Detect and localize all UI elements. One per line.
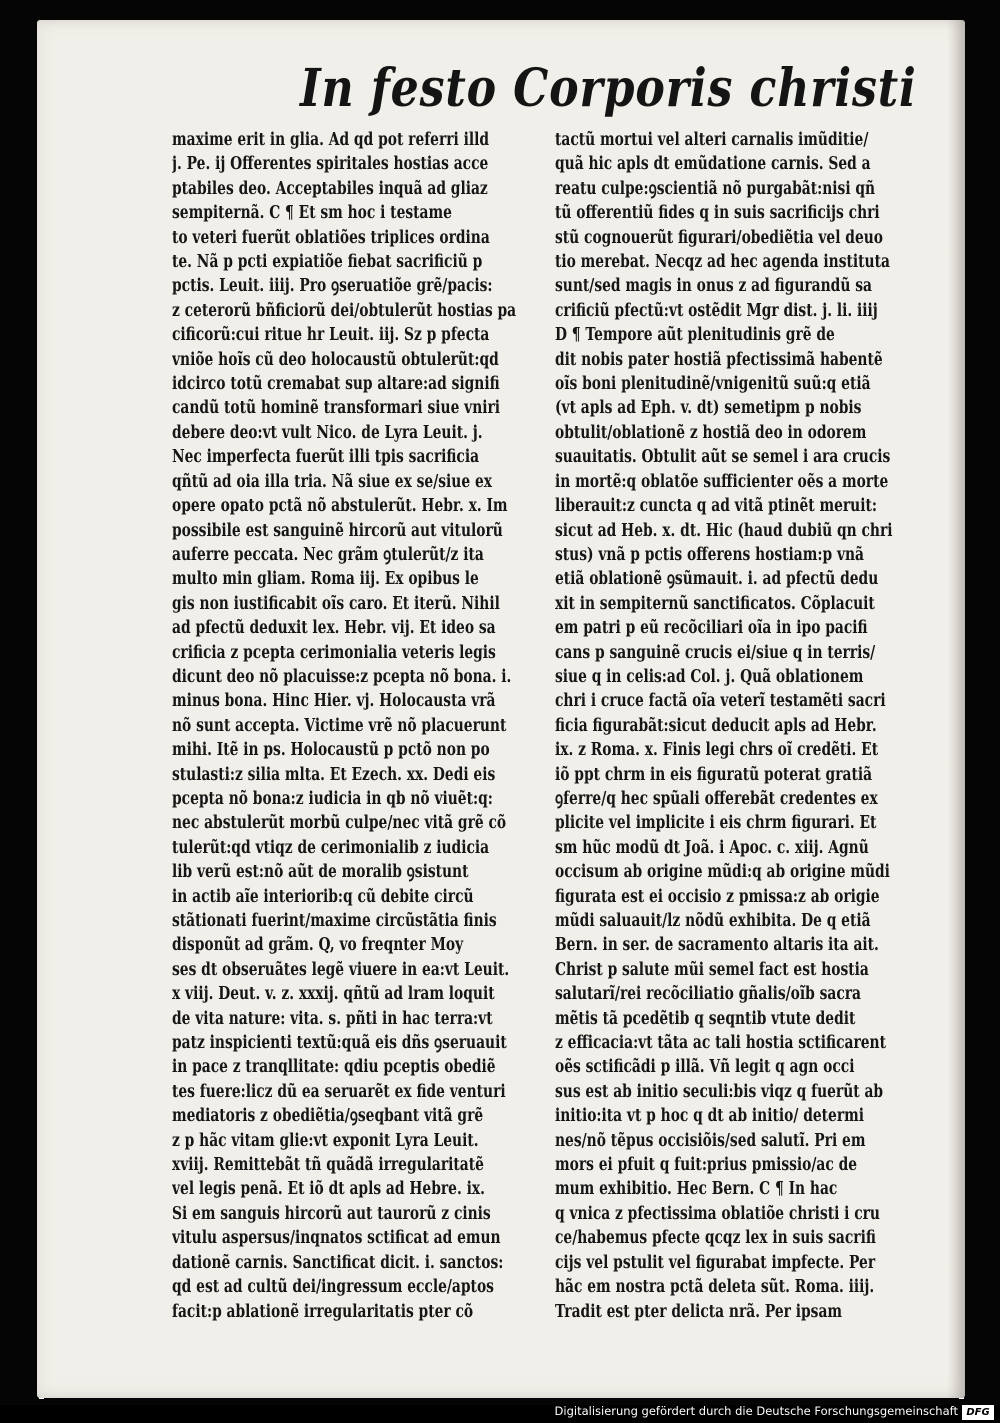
- text-line: cijs vel pstulit vel figurabat impfecte. Per: [555, 1252, 876, 1273]
- text-line: initio:ita vt p hoc q dt ab initio/ determi: [555, 1106, 865, 1127]
- text-line: facit:p ablationẽ irregularitatis pter cõ: [172, 1301, 474, 1322]
- text-line: tulerũt:qd vtiqz de cerimonialib z iudicia: [172, 837, 490, 858]
- text-line: plicite vel implicite i eis chrm figurari. Et: [555, 813, 877, 834]
- text-line: siue q in celis:ad Col. j. Quã oblationem: [555, 666, 864, 687]
- text-line: cans p sanguinẽ crucis ei/siue q in terris/: [555, 642, 876, 663]
- text-line: Tradit est pter delicta nrã. Per ipsam: [555, 1301, 843, 1322]
- text-line: in mortẽ:q oblatõe sufficienter oẽs a morte: [555, 471, 889, 492]
- text-line: mẽtis tã pcedẽtib q seqntib vtute dedit: [555, 1008, 856, 1029]
- text-line: occisum ab origine mũdi:q ab origine mũdi: [555, 862, 890, 883]
- text-column-right: [555, 128, 930, 1324]
- text-line: in actib aĩe interiorib:q cũ debite circũ: [172, 886, 474, 907]
- text-line: sicut ad Heb. x. dt. Hic (haud dubiũ qn chri: [555, 520, 893, 541]
- text-line: x viij. Deut. v. z. xxxij. qñtũ ad lram loquit: [172, 984, 495, 1005]
- page-gutter-shadow: [947, 20, 965, 1398]
- text-line: (vt apls ad Eph. v. dt) semetipm p nobis: [555, 398, 862, 419]
- text-line: reatu culpe:ꝯscientiã nõ purgabãt:nisi qñ: [555, 178, 876, 199]
- text-line: tũ offerentiũ fides q in suis sacrificijs chri: [555, 203, 880, 224]
- text-line: patz inspicienti textũ:quã eis dñs ꝯseruauit: [172, 1033, 507, 1054]
- text-line: minus bona. Hinc Hier. vj. Holocausta vrã: [172, 691, 496, 712]
- text-line: Christ p salute mũi semel fact est hostia: [555, 959, 869, 980]
- text-line: dationẽ carnis. Sanctificat dicit. i. sanctos:: [172, 1252, 504, 1273]
- text-line: sm hũc modũ dt Joã. i Apoc. c. xiij. Agnũ: [555, 837, 869, 858]
- text-line: ses dt obseruãtes legẽ viuere in ea:vt Leuit.: [172, 959, 510, 980]
- text-line: te. Nã p pcti expiatiõe fiebat sacrificiũ p: [172, 252, 483, 273]
- text-line: vel legis penã. Et iõ dt apls ad Hebre. ix.: [172, 1179, 485, 1200]
- text-line: possibile est sanguinẽ hircorũ aut vitulorũ: [172, 520, 503, 541]
- text-line: sus est ab initio seculi:bis viqz q fuerũt ab: [555, 1081, 884, 1102]
- text-line: D ¶ Tempore aũt plenitudinis grẽ de: [555, 325, 835, 346]
- text-line: idcirco totũ cremabat sup altare:ad signifi: [172, 374, 500, 395]
- text-line: ꝯferre/q hec spũali offerebãt credentes ex: [555, 788, 878, 809]
- text-line: pcepta nõ bona:z iudicia in qb nõ viuẽt:q:: [172, 788, 493, 809]
- text-line: qñtũ ad oia illa tria. Nã siue ex se/siue ex: [172, 471, 493, 492]
- text-line: quã hic apls dt emũdatione carnis. Sed a: [555, 154, 871, 175]
- text-line: crificiũ pfectũ:vt ostẽdit Mgr dist. j. li. iiij: [555, 300, 878, 321]
- text-line: Nec imperfecta fuerũt illi tpis sacrificia: [172, 447, 480, 468]
- text-line: vniõe hoĩs cũ deo holocaustũ obtulerũt:qd: [172, 349, 499, 370]
- text-line: ficia figurabãt:sicut deducit apls ad Hebr.: [555, 715, 877, 736]
- text-line: Bern. in ser. de sacramento altaris ita ait.: [555, 935, 879, 956]
- text-line: ad pfectũ deduxit lex. Hebr. vij. Et ideo sa: [172, 618, 496, 639]
- text-line: j. Pe. ij Offerentes spiritales hostias acce: [172, 154, 489, 175]
- text-line: in pace z tranqllitate: qdiu pceptis obediẽ: [172, 1057, 496, 1078]
- text-line: hãc em nostra pctã deleta sũt. Roma. iiij.: [555, 1277, 875, 1298]
- text-line: stũ cognouerũt figurari/obediẽtia vel deuo: [555, 227, 884, 248]
- text-line: ptabiles deo. Acceptabiles inquã ad gliaz: [172, 178, 488, 199]
- text-line: sempiternã. C ¶ Et sm hoc i testame: [172, 203, 452, 224]
- text-line: mũdi saluauit/lz nõdũ exhibita. De q etiã: [555, 911, 871, 931]
- text-line: candũ totũ hominẽ transformari siue vniri: [172, 398, 501, 419]
- text-line: q vnica z pfectissima oblatiõe christi i cru: [555, 1203, 880, 1224]
- text-line: stus) vnã p pctis offerens hostiam:p vnã: [555, 544, 865, 565]
- text-line: disponũt ad grãm. Q, vo freqnter Moy: [172, 935, 464, 956]
- text-line: sunt/sed magis in onus z ad figurandũ sa: [555, 276, 872, 297]
- text-line: Si em sanguis hircorũ aut taurorũ z cinis: [172, 1203, 491, 1224]
- text-line: debere deo:vt vult Nico. de Lyra Leuit. j.: [172, 422, 483, 443]
- text-line: opere opato pctã nõ abstulerũt. Hebr. x. Im: [172, 496, 508, 517]
- text-line: salutarĩ/rei recõciliatio gñalis/oĩb sacra: [555, 984, 862, 1005]
- text-line: suauitatis. Obtulit aũt se semel i ara crucis: [555, 447, 891, 468]
- text-line: de vita nature: vita. s. pñti in hac terra:vt: [172, 1008, 493, 1029]
- text-line: mediatoris z obediẽtia/ꝯseqbant vitã grẽ: [172, 1106, 484, 1127]
- text-line: oẽs sctificãdi p illã. Vñ legit q agn occi: [555, 1057, 855, 1078]
- text-line: qd est ad cultũ dei/ingressum eccle/aptos: [172, 1277, 494, 1298]
- text-line: liberauit:z cuncta q ad vitã ptinẽt meruit:: [555, 496, 877, 517]
- text-line: z efficacia:vt tãta ac tali hostia sctificarent: [555, 1033, 886, 1054]
- text-line: figurata est ei occisio z pmissa:z ab origie: [555, 886, 880, 907]
- text-line: multo min gliam. Roma iij. Ex opibus le: [172, 569, 479, 590]
- text-line: ce/habemus pfecte qcqz lex in suis sacrifi: [555, 1228, 876, 1249]
- text-line: nec abstulerũt morbũ culpe/nec vitã grẽ cõ: [172, 813, 507, 834]
- text-line: maxime erit in glia. Ad qd pot referri illd: [172, 130, 490, 150]
- text-line: nes/nõ tẽpus occisiõis/sed salutĩ. Pri em: [555, 1130, 866, 1151]
- footer-credit: Digitalisierung gefördert durch die Deutsche Forschungsgemeinschaft: [554, 1404, 958, 1418]
- text-line: etiã oblationẽ ꝯsũmauit. i. ad pfectũ dedu: [555, 569, 879, 590]
- text-line: to veteri fuerũt oblatiões triplices ordina: [172, 227, 490, 248]
- text-line: stãtionati fuerint/maxime circũstãtia finis: [172, 911, 497, 931]
- text-line: chri i cruce factã oĩa veterĩ testamẽti sacri: [555, 691, 886, 712]
- text-line: tes fuere:licz dũ ea seruarẽt ex fide venturi: [172, 1081, 506, 1102]
- text-line: obtulit/oblationẽ z hostiã deo in odorem: [555, 422, 867, 443]
- text-line: lib verũ est:nõ aũt de moralib ꝯsistunt: [172, 862, 469, 883]
- text-column-left: [172, 128, 547, 1324]
- text-line: xviij. Remittebãt tñ quãdã irregularitatẽ: [172, 1155, 484, 1176]
- text-line: cificorũ:cui ritue hr Leuit. iij. Sz p pfecta: [172, 325, 490, 346]
- text-line: stulasti:z silia mlta. Et Ezech. xx. Dedi eis: [172, 764, 496, 785]
- text-line: nõ sunt accepta. Victime vrẽ nõ placuerunt: [172, 715, 507, 736]
- text-line: auferre peccata. Nec grãm ꝯtulerũt/z ita: [172, 544, 484, 565]
- text-line: mihi. Itẽ in ps. Holocaustũ p pctõ non po: [172, 740, 490, 761]
- text-line: em patri p eũ recõciliari oĩa in ipo pacifi: [555, 618, 868, 639]
- text-line: z p hãc vitam glie:vt exponit Lyra Leuit.: [172, 1130, 479, 1151]
- dfg-logo-icon: DFG: [962, 1405, 994, 1420]
- text-line: z ceterorũ bñficiorũ dei/obtulerũt hostias pa: [172, 300, 517, 321]
- text-line: xit in sempiternũ sanctificatos. Cõplacuit: [555, 593, 875, 614]
- text-line: vitulu aspersus/inqnatos sctificat ad emun: [172, 1228, 501, 1249]
- text-line: gis non iustificabit oĩs caro. Et iterũ. Nihil: [172, 593, 500, 614]
- text-line: crificia z pcepta cerimonialia veteris legis: [172, 642, 496, 663]
- text-line: tio merebat. Necqz ad hec agenda instituta: [555, 252, 890, 273]
- text-line: pctis. Leuit. iiij. Pro ꝯseruatiõe grẽ/pacis:: [172, 276, 493, 297]
- text-line: mum exhibitio. Hec Bern. C ¶ In hac: [555, 1179, 838, 1200]
- text-line: dicunt deo nõ placuisse:z pcepta nõ bona. i.: [172, 666, 512, 687]
- text-line: ix. z Roma. x. Finis legi chrs oĩ credẽti. Et: [555, 740, 879, 761]
- text-line: iõ ppt chrm in eis figuratũ poterat gratiã: [555, 764, 873, 785]
- text-line: mors ei pfuit q fuit:prius pmissio/ac de: [555, 1155, 858, 1176]
- text-line: oĩs boni plenitudinẽ/vnigenitũ suũ:q etiã: [555, 374, 871, 395]
- text-line: dit nobis pater hostiã pfectissimã habentẽ: [555, 349, 883, 370]
- page-running-title: In festo Corporis christi: [300, 58, 917, 119]
- text-line: tactũ mortui vel alteri carnalis imũditie/: [555, 130, 869, 150]
